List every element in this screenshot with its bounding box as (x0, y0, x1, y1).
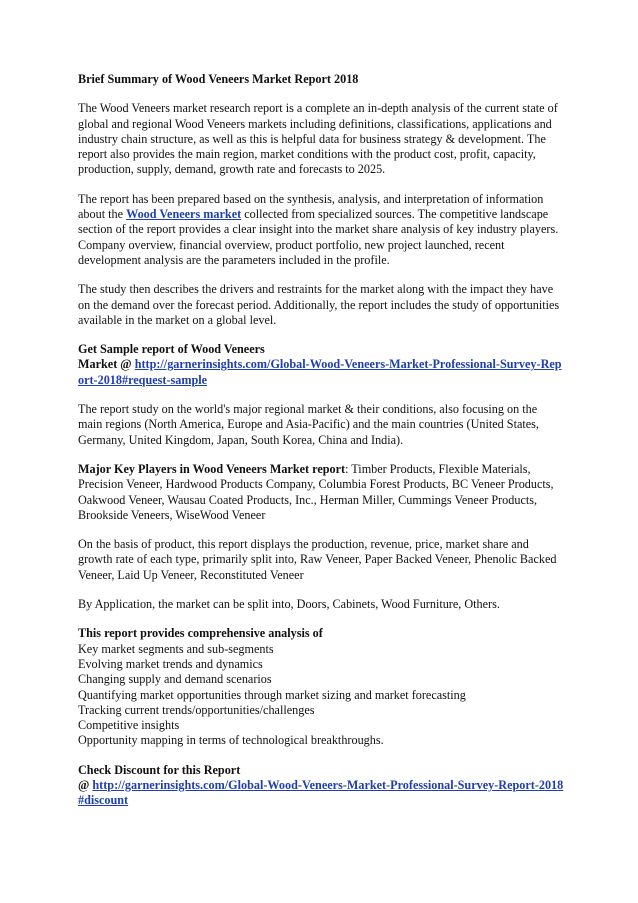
sample-report-section (78, 342, 564, 388)
discount-section (78, 763, 564, 809)
report-preparation-paragraph (78, 192, 564, 268)
sample-heading: Get Sample report of Wood Veneers (78, 342, 265, 357)
list-item: Quantifying market opportunities through market sizing and market forecasting (78, 687, 466, 702)
discount-link[interactable]: http://garnerinsights.com/Global-Wood-Veneers-Market-Professional-Survey-Report-2018#discount (78, 777, 564, 808)
discount-prefix: @ (78, 777, 93, 792)
list-item: Key market segments and sub-segments (78, 641, 274, 656)
product-types-paragraph: On the basis of product, this report displays the production, revenue, price, market share and growth rate of each type, primarily split into, Raw Veneer, Paper Backed Veneer, Phenolic Backed Veneer, Laid Up Veneer, Reconstituted Veneer (78, 537, 557, 582)
sample-request-link[interactable]: http://garnerinsights.com/Global-Wood-Veneers-Market-Professional-Survey-Report-2018#request-sample (78, 357, 562, 387)
wood-veneers-market-link[interactable]: Wood Veneers market (126, 207, 242, 222)
discount-heading: Check Discount for this Report (78, 762, 241, 777)
analysis-heading: This report provides comprehensive analysis of (78, 626, 323, 641)
key-players-paragraph (78, 462, 564, 523)
key-players-list: : Timber Products, Flexible Materials, Precision Veneer, Hardwood Products Company, Columbia Forest Products, BC Veneer Products, Oakwood Veneer, Wausau Coated Products, Inc., Herman Miller, Cummings Veneer Products, Brookside Veneers, WiseWood Veneer (78, 461, 554, 522)
list-item: Changing supply and demand scenarios (78, 672, 272, 687)
key-players-label: Major Key Players in Wood Veneers Market report (78, 461, 346, 476)
list-item: Competitive insights (78, 718, 180, 733)
document-page (78, 72, 564, 823)
paragraph-text: The report has been prepared based on the synthesis, analysis, and interpretation of information about the (78, 191, 544, 222)
paragraph-text: collected from specialized sources. The competitive landscape section of the report provides a clear insight into the market share analysis of key industry players. Company overview, financial overview, product portfolio, new project launched, recent development analysis are the parameters included in the profile. (78, 207, 559, 267)
document-title: Brief Summary of Wood Veneers Market Report 2018 (78, 72, 359, 86)
list-item: Evolving market trends and dynamics (78, 656, 263, 671)
analysis-list (78, 626, 564, 748)
regions-paragraph: The report study on the world's major regional market & their conditions, also focusing on the main regions (North America, Europe and Asia-Pacific) and the main countries (United States, Germany, United Kingdom, Japan, South Korea, China and India). (78, 402, 539, 447)
list-item: Opportunity mapping in terms of technological breakthroughs. (78, 733, 384, 748)
drivers-paragraph: The study then describes the drivers and restraints for the market along with the impact they have on the demand over the forecast period. Additionally, the report includes the study of opportunities available in the market on a global level. (78, 282, 560, 327)
list-item: Tracking current trends/opportunities/challenges (78, 702, 315, 717)
sample-heading-market: Market @ (78, 357, 135, 372)
applications-paragraph: By Application, the market can be split into, Doors, Cabinets, Wood Furniture, Others. (78, 597, 500, 612)
intro-paragraph: The Wood Veneers market research report is a complete an in-depth analysis of the current state of global and regional Wood Veneers markets including definitions, classifications, applications and industry chain structure, as well as this is helpful data for business strategy & development. The report also provides the main region, market conditions with the product cost, profit, capacity, production, supply, demand, growth rate and forecasts to 2025. (78, 101, 558, 177)
